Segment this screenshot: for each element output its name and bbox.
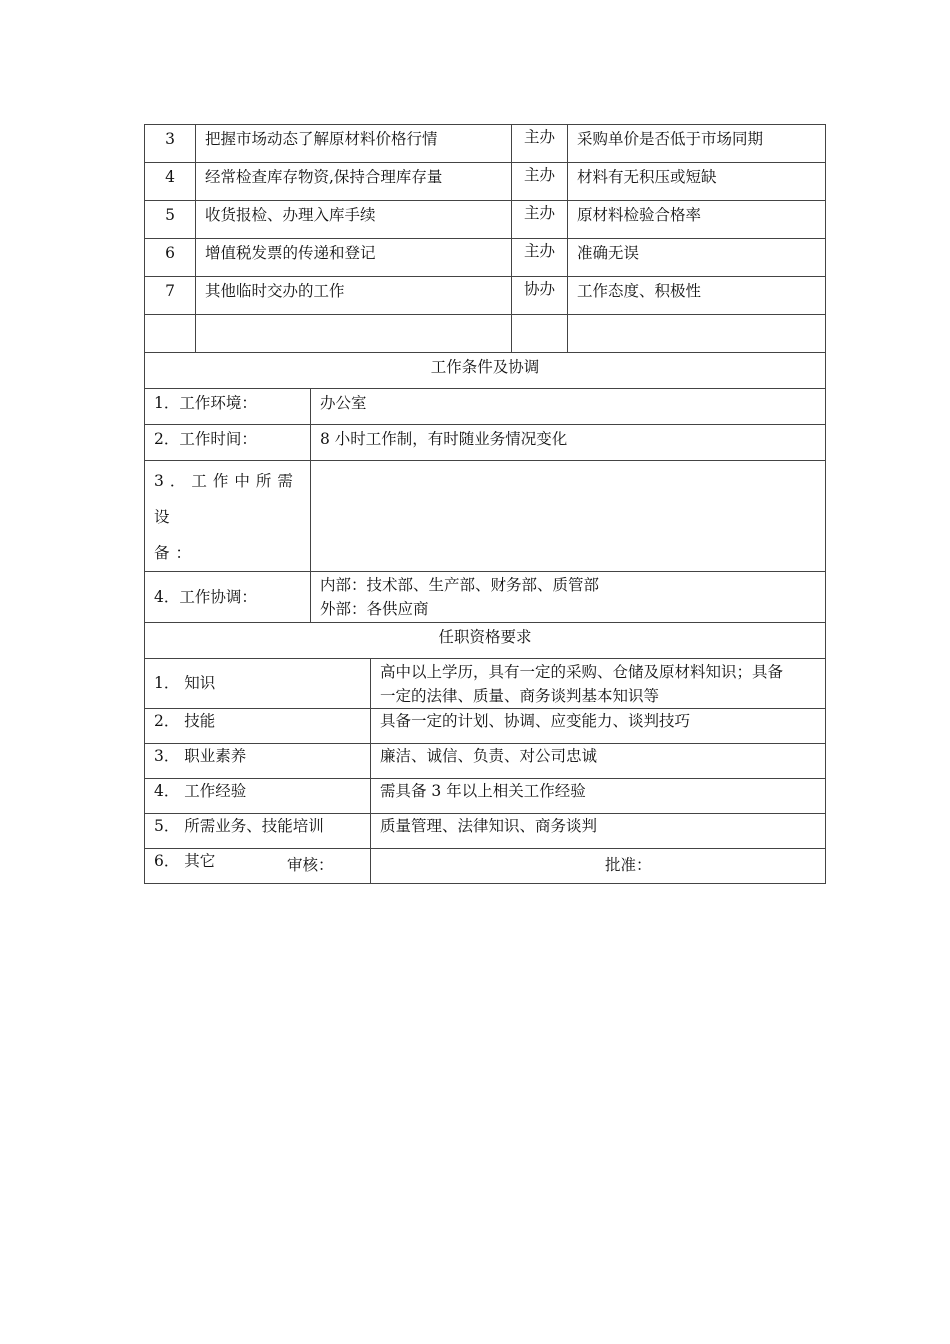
condition-row [145, 461, 826, 572]
qualification-value [371, 849, 826, 884]
duty-task: 增值税发票的传递和登记 [196, 239, 512, 277]
qualification-label: 6． 其它 [145, 849, 371, 884]
condition-row [145, 572, 826, 623]
conditions-section-title: 工作条件及协调 [145, 353, 826, 389]
coordination-internal: 内部：技术部、生产部、财务部、质管部 [320, 576, 600, 594]
duty-role: 主办 [512, 201, 568, 239]
qualifications-header-row [145, 623, 826, 659]
qualification-row [145, 814, 826, 849]
environment-value: 办公室 [311, 389, 826, 425]
duty-row [145, 163, 826, 201]
duty-task: 收货报检、办理入库手续 [196, 201, 512, 239]
coordination-value [311, 572, 826, 623]
duty-standard: 准确无误 [568, 239, 826, 277]
empty-cell [568, 315, 826, 353]
duty-row-empty [145, 315, 826, 353]
qualification-value: 具备一定的计划、协调、应变能力、谈判技巧 [371, 709, 826, 744]
qualification-label: 3． 职业素养 [145, 744, 371, 779]
duty-number: 4 [145, 163, 196, 201]
equipment-label [145, 461, 311, 572]
review-signature-label: 审核： [287, 856, 334, 874]
qualification-row [145, 744, 826, 779]
qualification-label: 5． 所需业务、技能培训 [145, 814, 371, 849]
duty-row [145, 277, 826, 315]
condition-row [145, 425, 826, 461]
environment-label: 1．工作环境： [145, 389, 311, 425]
duty-role: 主办 [512, 163, 568, 201]
duty-standard: 采购单价是否低于市场同期 [568, 125, 826, 163]
qualification-value: 需具备 3 年以上相关工作经验 [371, 779, 826, 814]
knowledge-line1: 高中以上学历，具有一定的采购、仓储及原材料知识；具备 [380, 663, 784, 681]
qualification-row [145, 659, 826, 709]
knowledge-line2: 一定的法律、质量、商务谈判基本知识等 [380, 687, 660, 705]
qualification-row [145, 709, 826, 744]
duty-number: 3 [145, 125, 196, 163]
qualification-value: 廉洁、诚信、负责、对公司忠诚 [371, 744, 826, 779]
duty-standard: 材料有无积压或短缺 [568, 163, 826, 201]
work-time-value: 8 小时工作制，有时随业务情况变化 [311, 425, 826, 461]
condition-row [145, 389, 826, 425]
duty-task: 经常检查库存物资,保持合理库存量 [196, 163, 512, 201]
duty-role: 主办 [512, 125, 568, 163]
qualification-row [145, 779, 826, 814]
duty-task: 其他临时交办的工作 [196, 277, 512, 315]
duty-role: 协办 [512, 277, 568, 315]
equipment-label-line1: 3．工作中所需设 [154, 472, 299, 526]
duty-role: 主办 [512, 239, 568, 277]
equipment-value [311, 461, 826, 572]
duty-standard: 原材料检验合格率 [568, 201, 826, 239]
job-description-table [144, 124, 826, 884]
conditions-header-row [145, 353, 826, 389]
qualification-label: 1． 知识 [145, 659, 371, 709]
qualification-value: 质量管理、法律知识、商务谈判 [371, 814, 826, 849]
duty-row [145, 239, 826, 277]
qualification-row [145, 849, 826, 884]
coordination-label: 4．工作协调： [145, 572, 311, 623]
duty-task: 把握市场动态了解原材料价格行情 [196, 125, 512, 163]
empty-cell [145, 315, 196, 353]
equipment-label-line2: 备： [154, 544, 198, 562]
duty-row [145, 125, 826, 163]
qualification-label: 2． 技能 [145, 709, 371, 744]
qualification-value [371, 659, 826, 709]
duty-number: 7 [145, 277, 196, 315]
work-time-label: 2．工作时间： [145, 425, 311, 461]
coordination-external: 外部：各供应商 [320, 600, 429, 618]
empty-cell [196, 315, 512, 353]
duty-number: 5 [145, 201, 196, 239]
qualification-label: 4． 工作经验 [145, 779, 371, 814]
approve-signature-label: 批准： [605, 856, 652, 874]
empty-cell [512, 315, 568, 353]
duty-row [145, 201, 826, 239]
duty-standard: 工作态度、积极性 [568, 277, 826, 315]
duty-number: 6 [145, 239, 196, 277]
qualifications-section-title: 任职资格要求 [145, 623, 826, 659]
